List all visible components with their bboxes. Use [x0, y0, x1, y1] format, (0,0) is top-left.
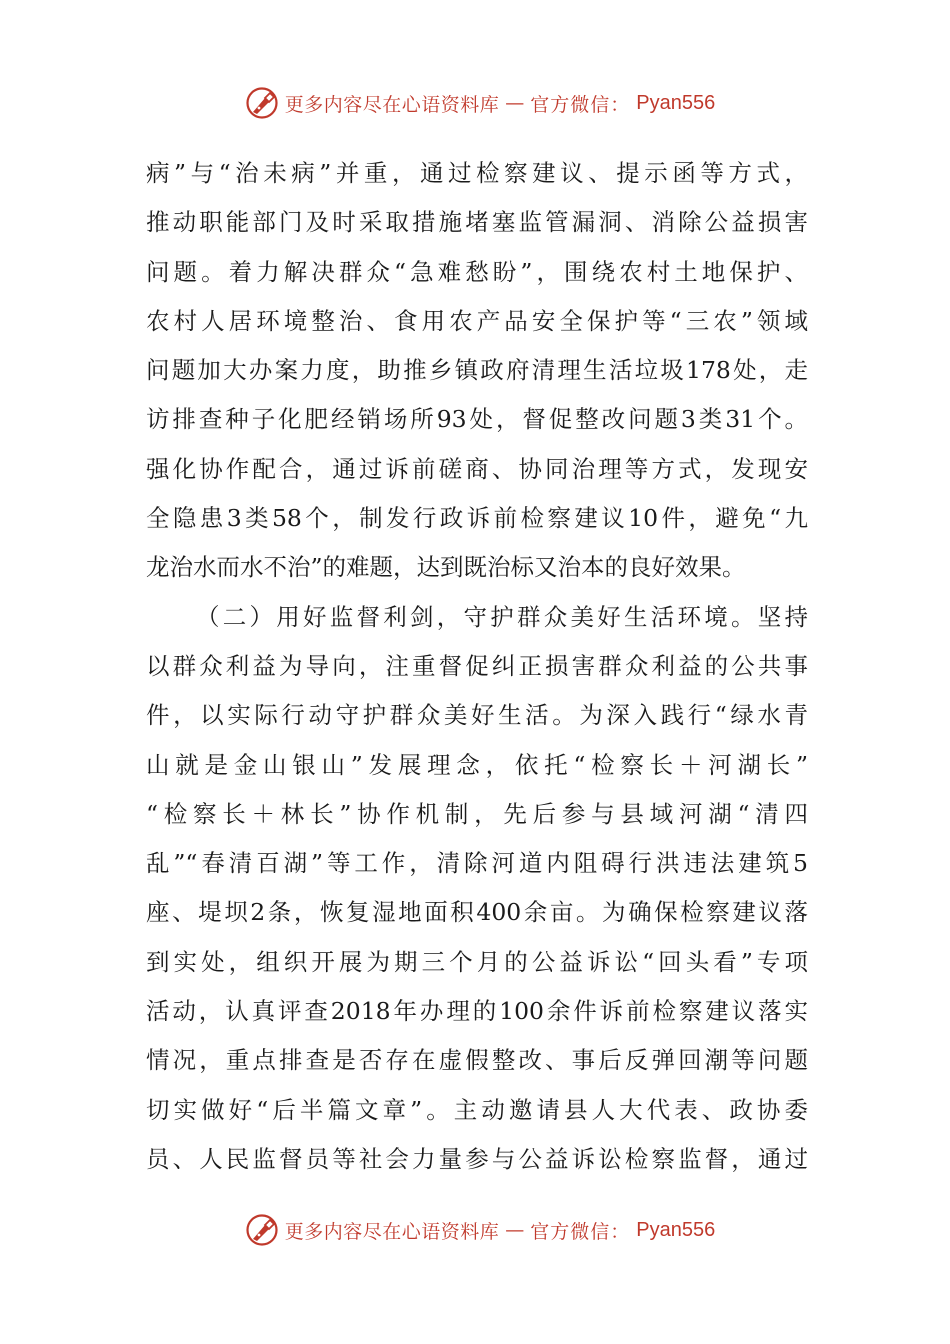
- text-line: 问题加大办案力度，助推乡镇政府清理生活垃圾178处，走: [146, 356, 808, 385]
- text-line: 乱”“春清百湖”等工作，清除河道内阻碍行洪违法建筑5: [146, 849, 808, 878]
- text-line: 员、人民监督员等社会力量参与公益诉讼检察监督，通过: [146, 1144, 808, 1173]
- wechat-id: Pyan556: [636, 1218, 716, 1241]
- site-name: 更多内容尽在心语资料库: [284, 93, 500, 116]
- section-heading-line: （二）用好监督利剑，守护群众美好生活环境。坚持: [196, 602, 808, 631]
- text-line: 活动，认真评查2018年办理的100余件诉前检察建议落实: [146, 997, 808, 1026]
- text-line: “检察长＋林长”协作机制，先后参与县域河湖“清四: [146, 799, 808, 828]
- text-line: 强化协作配合，通过诉前磋商、协同治理等方式，发现安: [146, 454, 808, 483]
- banner-content: [245, 86, 716, 120]
- document-body: [146, 149, 808, 1184]
- banner-content: [245, 1213, 716, 1247]
- banner-separator: —: [505, 92, 525, 114]
- text-line: 切实做好“后半篇文章”。主动邀请县人大代表、政协委: [146, 1095, 808, 1124]
- wechat-id: Pyan556: [636, 91, 716, 114]
- text-line: 问题。着力解决群众“急难愁盼”，围绕农村土地保护、: [146, 257, 808, 286]
- wechat-label: 官方微信：: [530, 1220, 631, 1243]
- text-line: 山就是金山银山”发展理念，依托“检察长＋河湖长”: [146, 750, 808, 779]
- text-line: 到实处，组织开展为期三个月的公益诉讼“回头看”专项: [146, 947, 808, 976]
- pen-nib-logo-icon: [245, 1213, 279, 1247]
- text-line: 龙治水而水不治”的难题，达到既治标又治本的良好效果。: [146, 553, 746, 582]
- text-line: 件，以实际行动守护群众美好生活。为深入践行“绿水青: [146, 701, 808, 730]
- wechat-label: 官方微信：: [530, 93, 631, 116]
- text-line: 农村人居环境整治、食用农产品安全保护等“三农”领域: [146, 306, 808, 335]
- text-line: 推动职能部门及时采取措施堵塞监管漏洞、消除公益损害: [146, 208, 808, 237]
- footer-banner: [0, 1210, 950, 1250]
- text-line: 全隐患3类58个，制发行政诉前检察建议10件，避免“九: [146, 504, 808, 533]
- banner-separator: —: [505, 1219, 525, 1241]
- pen-nib-logo-icon: [245, 86, 279, 120]
- site-name: 更多内容尽在心语资料库: [284, 1220, 500, 1243]
- text-line: 访排查种子化肥经销场所93处，督促整改问题3类31个。: [146, 405, 808, 434]
- text-line: 以群众利益为导向，注重督促纠正损害群众利益的公共事: [146, 651, 808, 680]
- text-line: 座、堤坝2条，恢复湿地面积400余亩。为确保检察建议落: [146, 898, 808, 927]
- text-line: 情况，重点排查是否存在虚假整改、事后反弹回潮等问题: [146, 1046, 808, 1075]
- header-banner: [0, 83, 950, 123]
- text-line: 病”与“治未病”并重，通过检察建议、提示函等方式，: [146, 159, 808, 187]
